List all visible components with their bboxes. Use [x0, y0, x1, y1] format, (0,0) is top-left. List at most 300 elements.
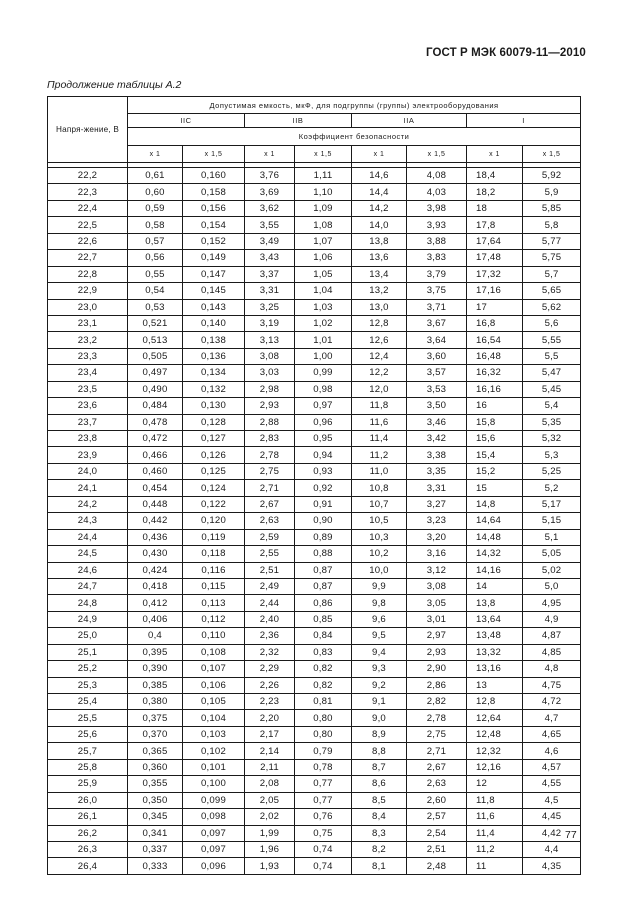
capacitance-cell: 0,108 [183, 644, 245, 660]
capacitance-cell: 18 [467, 200, 523, 216]
capacitance-cell: 0,497 [128, 365, 183, 381]
capacitance-cell: 2,78 [407, 710, 467, 726]
voltage-cell: 26,1 [48, 809, 128, 825]
table-row [48, 595, 581, 611]
capacitance-cell: 0,160 [183, 168, 245, 184]
capacitance-cell: 12,48 [467, 726, 523, 742]
capacitance-cell: 0,442 [128, 513, 183, 529]
voltage-cell: 23,9 [48, 447, 128, 463]
capacitance-cell: 2,32 [245, 644, 295, 660]
capacitance-cell: 18,4 [467, 168, 523, 184]
capacitance-cell: 0,83 [295, 644, 352, 660]
voltage-cell: 24,8 [48, 595, 128, 611]
table-row [48, 217, 581, 233]
capacitance-cell: 0,097 [183, 841, 245, 857]
capacitance-cell: 0,490 [128, 381, 183, 397]
voltage-cell: 23,2 [48, 332, 128, 348]
capacitance-cell: 17,16 [467, 283, 523, 299]
capacitance-cell: 0,56 [128, 250, 183, 266]
capacitance-cell: 17,48 [467, 250, 523, 266]
capacitance-cell: 0,341 [128, 825, 183, 841]
capacitance-cell: 1,96 [245, 841, 295, 857]
capacitance-cell: 3,13 [245, 332, 295, 348]
table-row [48, 513, 581, 529]
capacitance-cell: 0,355 [128, 776, 183, 792]
capacitance-cell: 8,1 [352, 858, 407, 874]
capacitance-cell: 5,6 [523, 315, 581, 331]
capacitance-cell: 0,54 [128, 283, 183, 299]
capacitance-cell: 5,17 [523, 496, 581, 512]
table-row [48, 496, 581, 512]
capacitance-cell: 4,87 [523, 628, 581, 644]
capacitance-cell: 0,57 [128, 233, 183, 249]
capacitance-cell: 0,82 [295, 661, 352, 677]
capacitance-cell: 10,3 [352, 529, 407, 545]
capacitance-cell: 4,8 [523, 661, 581, 677]
voltage-header: Напря-жение, В [48, 97, 128, 163]
capacitance-cell: 5,7 [523, 266, 581, 282]
capacitance-cell: 13,4 [352, 266, 407, 282]
voltage-cell: 25,8 [48, 759, 128, 775]
table-row [48, 398, 581, 414]
capacitance-cell: 15,8 [467, 414, 523, 430]
capacitance-cell: 12,8 [467, 694, 523, 710]
table-row [48, 562, 581, 578]
group-header-iia: IIA [352, 114, 467, 128]
capacitance-cell: 2,17 [245, 726, 295, 742]
capacitance-cell: 2,60 [407, 792, 467, 808]
capacitance-cell: 4,72 [523, 694, 581, 710]
capacitance-cell: 5,25 [523, 463, 581, 479]
capacitance-cell: 9,2 [352, 677, 407, 693]
capacitance-cell: 0,134 [183, 365, 245, 381]
capacitance-cell: 0,096 [183, 858, 245, 874]
group-header-iib: IIB [245, 114, 352, 128]
capacitance-cell: 3,79 [407, 266, 467, 282]
capacitance-cell: 14,32 [467, 546, 523, 562]
capacitance-cell: 0,513 [128, 332, 183, 348]
voltage-cell: 24,3 [48, 513, 128, 529]
capacitance-cell: 1,01 [295, 332, 352, 348]
capacitance-cell: 0,370 [128, 726, 183, 742]
capacitance-cell: 3,88 [407, 233, 467, 249]
capacitance-cell: 4,65 [523, 726, 581, 742]
table-row [48, 447, 581, 463]
table-row [48, 431, 581, 447]
capacitance-cell: 12,4 [352, 348, 407, 364]
factor-header: х 1,5 [183, 146, 245, 163]
capacitance-cell: 0,101 [183, 759, 245, 775]
capacitance-cell: 10,2 [352, 546, 407, 562]
capacitance-cell: 3,05 [407, 595, 467, 611]
voltage-cell: 23,8 [48, 431, 128, 447]
capacitance-cell: 11,4 [352, 431, 407, 447]
capacitance-cell: 0,81 [295, 694, 352, 710]
capacitance-cell: 10,7 [352, 496, 407, 512]
table-row [48, 792, 581, 808]
voltage-cell: 26,0 [48, 792, 128, 808]
capacitance-cell: 3,67 [407, 315, 467, 331]
table-row [48, 480, 581, 496]
capacitance-cell: 2,86 [407, 677, 467, 693]
voltage-cell: 22,4 [48, 200, 128, 216]
capacitance-cell: 0,132 [183, 381, 245, 397]
capacitance-cell: 0,140 [183, 315, 245, 331]
table-row [48, 809, 581, 825]
capacitance-cell: 0,61 [128, 168, 183, 184]
table-row [48, 726, 581, 742]
standard-header: ГОСТ Р МЭК 60079-11—2010 [426, 47, 586, 59]
capacitance-cell: 0,350 [128, 792, 183, 808]
capacitance-cell: 5,35 [523, 414, 581, 430]
capacitance-cell: 4,7 [523, 710, 581, 726]
capacitance-cell: 0,120 [183, 513, 245, 529]
factor-header: х 1,5 [523, 146, 581, 163]
capacitance-cell: 5,55 [523, 332, 581, 348]
table-row [48, 661, 581, 677]
capacitance-cell: 3,71 [407, 299, 467, 315]
voltage-cell: 25,9 [48, 776, 128, 792]
capacitance-cell: 13,48 [467, 628, 523, 644]
capacitance-cell: 0,100 [183, 776, 245, 792]
capacitance-cell: 12,32 [467, 743, 523, 759]
capacitance-cell: 0,74 [295, 858, 352, 874]
capacitance-cell: 11,2 [352, 447, 407, 463]
capacitance-cell: 0,93 [295, 463, 352, 479]
capacitance-cell: 5,9 [523, 184, 581, 200]
capacitance-cell: 8,5 [352, 792, 407, 808]
capacitance-cell: 0,85 [295, 611, 352, 627]
capacitance-cell: 0,097 [183, 825, 245, 841]
capacitance-cell: 8,8 [352, 743, 407, 759]
voltage-cell: 22,6 [48, 233, 128, 249]
capacitance-cell: 2,20 [245, 710, 295, 726]
voltage-cell: 25,7 [48, 743, 128, 759]
capacitance-cell: 9,8 [352, 595, 407, 611]
capacitance-cell: 11,6 [352, 414, 407, 430]
capacitance-cell: 2,98 [245, 381, 295, 397]
voltage-cell: 25,4 [48, 694, 128, 710]
capacitance-cell: 0,395 [128, 644, 183, 660]
capacitance-cell: 16,32 [467, 365, 523, 381]
capacitance-cell: 4,42 [523, 825, 581, 841]
table-row [48, 365, 581, 381]
capacitance-cell: 3,31 [407, 480, 467, 496]
capacitance-cell: 3,01 [407, 611, 467, 627]
voltage-cell: 23,0 [48, 299, 128, 315]
capacitance-cell: 9,6 [352, 611, 407, 627]
table-row [48, 233, 581, 249]
voltage-cell: 22,9 [48, 283, 128, 299]
capacitance-cell: 11,0 [352, 463, 407, 479]
capacitance-cell: 13,32 [467, 644, 523, 660]
table-row [48, 743, 581, 759]
capacitance-cell: 3,31 [245, 283, 295, 299]
safety-factor-header: Коэффициент безопасности [128, 128, 581, 146]
capacitance-cell: 0,125 [183, 463, 245, 479]
capacitance-cell: 0,59 [128, 200, 183, 216]
capacitance-cell: 5,62 [523, 299, 581, 315]
table-caption: Продолжение таблицы А.2 [47, 79, 182, 91]
capacitance-cell: 0,430 [128, 546, 183, 562]
group-header-iic: IIC [128, 114, 245, 128]
table-row [48, 677, 581, 693]
capacitance-cell: 0,60 [128, 184, 183, 200]
capacitance-cell: 12,2 [352, 365, 407, 381]
capacitance-cell: 15,6 [467, 431, 523, 447]
capacitance-cell: 11,4 [467, 825, 523, 841]
capacitance-cell: 9,9 [352, 578, 407, 594]
capacitance-cell: 3,37 [245, 266, 295, 282]
capacitance-cell: 1,09 [295, 200, 352, 216]
capacitance-cell: 4,4 [523, 841, 581, 857]
voltage-cell: 23,6 [48, 398, 128, 414]
capacitance-cell: 2,36 [245, 628, 295, 644]
capacitance-cell: 3,76 [245, 168, 295, 184]
voltage-cell: 23,4 [48, 365, 128, 381]
table-row [48, 381, 581, 397]
capacitance-cell: 17,32 [467, 266, 523, 282]
capacitance-cell: 1,10 [295, 184, 352, 200]
capacitance-cell: 2,57 [407, 809, 467, 825]
capacitance-cell: 11 [467, 858, 523, 874]
capacitance-cell: 2,02 [245, 809, 295, 825]
capacitance-cell: 2,63 [407, 776, 467, 792]
capacitance-cell: 3,53 [407, 381, 467, 397]
capacitance-cell: 0,375 [128, 710, 183, 726]
group-header-i: I [467, 114, 581, 128]
capacitance-cell: 0,380 [128, 694, 183, 710]
voltage-cell: 22,7 [48, 250, 128, 266]
capacitance-cell: 0,102 [183, 743, 245, 759]
capacitance-cell: 17 [467, 299, 523, 315]
capacitance-cell: 0,89 [295, 529, 352, 545]
capacitance-cell: 1,93 [245, 858, 295, 874]
factor-header: х 1 [467, 146, 523, 163]
capacitance-cell: 12,0 [352, 381, 407, 397]
capacitance-cell: 12,8 [352, 315, 407, 331]
capacitance-cell: 0,58 [128, 217, 183, 233]
page-number: 77 [565, 829, 577, 841]
capacitance-cell: 0,104 [183, 710, 245, 726]
capacitance-cell: 0,365 [128, 743, 183, 759]
capacitance-cell: 0,92 [295, 480, 352, 496]
table-row [48, 825, 581, 841]
capacitance-cell: 3,23 [407, 513, 467, 529]
table-row [48, 266, 581, 282]
table-row [48, 414, 581, 430]
capacitance-cell: 13,6 [352, 250, 407, 266]
factor-header: х 1 [245, 146, 295, 163]
capacitance-cell: 11,6 [467, 809, 523, 825]
capacitance-cell: 0,360 [128, 759, 183, 775]
capacitance-cell: 3,46 [407, 414, 467, 430]
capacitance-cell: 2,51 [407, 841, 467, 857]
capacitance-cell: 0,145 [183, 283, 245, 299]
capacitance-cell: 0,124 [183, 480, 245, 496]
capacitance-cell: 2,40 [245, 611, 295, 627]
capacitance-cell: 2,71 [407, 743, 467, 759]
capacitance-cell: 0,385 [128, 677, 183, 693]
capacitance-cell: 0,82 [295, 677, 352, 693]
voltage-cell: 24,7 [48, 578, 128, 594]
capacitance-cell: 5,02 [523, 562, 581, 578]
table-row [48, 315, 581, 331]
voltage-cell: 24,4 [48, 529, 128, 545]
capacitance-cell: 0,53 [128, 299, 183, 315]
capacitance-cell: 9,3 [352, 661, 407, 677]
capacitance-cell: 3,08 [245, 348, 295, 364]
capacitance-cell: 2,14 [245, 743, 295, 759]
capacitance-cell: 8,9 [352, 726, 407, 742]
capacitance-cell: 0,80 [295, 710, 352, 726]
table-row [48, 776, 581, 792]
capacitance-cell: 8,4 [352, 809, 407, 825]
capacitance-cell: 13,8 [467, 595, 523, 611]
capacitance-cell: 3,62 [245, 200, 295, 216]
capacitance-cell: 4,6 [523, 743, 581, 759]
capacitance-cell: 0,107 [183, 661, 245, 677]
factor-header: х 1 [128, 146, 183, 163]
capacitance-cell: 14,16 [467, 562, 523, 578]
capacitance-cell: 0,91 [295, 496, 352, 512]
voltage-cell: 24,9 [48, 611, 128, 627]
factor-header: х 1 [352, 146, 407, 163]
table-row [48, 332, 581, 348]
capacitance-cell: 2,11 [245, 759, 295, 775]
capacitance-cell: 0,136 [183, 348, 245, 364]
capacitance-cell: 0,138 [183, 332, 245, 348]
table-row [48, 841, 581, 857]
capacitance-cell: 4,03 [407, 184, 467, 200]
capacitance-cell: 0,76 [295, 809, 352, 825]
capacitance-cell: 5,75 [523, 250, 581, 266]
capacitance-cell: 2,93 [407, 644, 467, 660]
capacitance-cell: 0,103 [183, 726, 245, 742]
capacitance-cell: 0,472 [128, 431, 183, 447]
capacitance-cell: 0,118 [183, 546, 245, 562]
capacitance-cell: 3,93 [407, 217, 467, 233]
table-row [48, 283, 581, 299]
capacitance-cell: 8,3 [352, 825, 407, 841]
capacitance-cell: 2,82 [407, 694, 467, 710]
voltage-cell: 23,1 [48, 315, 128, 331]
table-row [48, 644, 581, 660]
capacitance-cell: 0,128 [183, 414, 245, 430]
capacitance-cell: 1,05 [295, 266, 352, 282]
capacitance-cell: 0,337 [128, 841, 183, 857]
table-row [48, 858, 581, 874]
capacitance-table [47, 96, 581, 875]
capacitance-cell: 2,71 [245, 480, 295, 496]
table-row [48, 611, 581, 627]
capacitance-cell: 15,4 [467, 447, 523, 463]
capacitance-cell: 0,466 [128, 447, 183, 463]
capacitance-cell: 0,436 [128, 529, 183, 545]
capacitance-cell: 4,75 [523, 677, 581, 693]
capacitance-cell: 3,38 [407, 447, 467, 463]
capacitance-cell: 8,2 [352, 841, 407, 857]
voltage-cell: 24,1 [48, 480, 128, 496]
capacitance-cell: 3,19 [245, 315, 295, 331]
capacitance-cell: 0,116 [183, 562, 245, 578]
capacitance-cell: 3,50 [407, 398, 467, 414]
capacitance-cell: 0,79 [295, 743, 352, 759]
capacitance-cell: 0,460 [128, 463, 183, 479]
table-row [48, 463, 581, 479]
capacitance-cell: 0,412 [128, 595, 183, 611]
capacitance-cell: 0,478 [128, 414, 183, 430]
capacitance-cell: 4,35 [523, 858, 581, 874]
capacitance-cell: 0,424 [128, 562, 183, 578]
capacitance-cell: 17,64 [467, 233, 523, 249]
capacitance-cell: 5,32 [523, 431, 581, 447]
capacitance-cell: 0,113 [183, 595, 245, 611]
capacitance-cell: 5,5 [523, 348, 581, 364]
voltage-cell: 22,5 [48, 217, 128, 233]
table-row [48, 578, 581, 594]
capacitance-cell: 0,158 [183, 184, 245, 200]
capacitance-cell: 5,47 [523, 365, 581, 381]
capacitance-cell: 4,85 [523, 644, 581, 660]
capacitance-cell: 0,84 [295, 628, 352, 644]
table-row [48, 348, 581, 364]
voltage-cell: 26,3 [48, 841, 128, 857]
capacitance-cell: 0,98 [295, 381, 352, 397]
capacitance-cell: 5,45 [523, 381, 581, 397]
capacitance-cell: 2,97 [407, 628, 467, 644]
capacitance-cell: 2,93 [245, 398, 295, 414]
capacitance-cell: 0,86 [295, 595, 352, 611]
capacitance-cell: 0,112 [183, 611, 245, 627]
capacitance-cell: 2,67 [245, 496, 295, 512]
capacitance-cell: 0,454 [128, 480, 183, 496]
capacitance-cell: 4,9 [523, 611, 581, 627]
table-row [48, 200, 581, 216]
capacitance-cell: 0,74 [295, 841, 352, 857]
table-body [48, 168, 581, 875]
factor-header: х 1,5 [295, 146, 352, 163]
voltage-cell: 22,2 [48, 168, 128, 184]
table-row [48, 168, 581, 184]
capacitance-cell: 3,03 [245, 365, 295, 381]
capacitance-cell: 2,90 [407, 661, 467, 677]
capacitance-cell: 13 [467, 677, 523, 693]
capacitance-cell: 3,75 [407, 283, 467, 299]
capacitance-cell: 0,418 [128, 578, 183, 594]
factor-header: х 1,5 [407, 146, 467, 163]
capacitance-cell: 0,119 [183, 529, 245, 545]
voltage-cell: 25,6 [48, 726, 128, 742]
capacitance-cell: 0,97 [295, 398, 352, 414]
capacitance-cell: 14,6 [352, 168, 407, 184]
capacitance-cell: 0,87 [295, 562, 352, 578]
capacitance-cell: 2,55 [245, 546, 295, 562]
capacitance-cell: 5,65 [523, 283, 581, 299]
capacitance-cell: 2,48 [407, 858, 467, 874]
capacitance-cell: 0,149 [183, 250, 245, 266]
table-row [48, 184, 581, 200]
voltage-cell: 25,2 [48, 661, 128, 677]
capacitance-cell: 1,99 [245, 825, 295, 841]
capacitance-cell: 0,55 [128, 266, 183, 282]
capacitance-cell: 2,54 [407, 825, 467, 841]
capacitance-cell: 16,48 [467, 348, 523, 364]
table-row [48, 628, 581, 644]
capacitance-cell: 3,20 [407, 529, 467, 545]
table-row [48, 299, 581, 315]
capacitance-cell: 3,42 [407, 431, 467, 447]
